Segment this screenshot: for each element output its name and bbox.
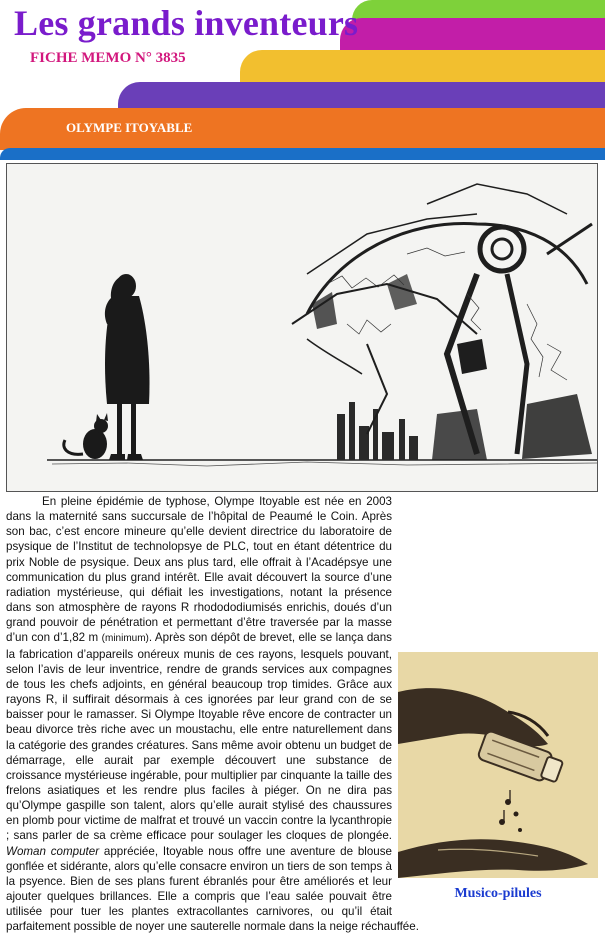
girl-cat-robot-illustration (7, 164, 597, 491)
article-text-italic: Woman computer (6, 844, 100, 858)
page-title: Les grands inventeurs (14, 3, 359, 43)
color-band-blue (0, 148, 605, 160)
musico-pills-illustration (398, 652, 598, 878)
article-text-part-3: appréciée, Itoyable nous offre une aventure de blouse gonflée et sidérante, alors qu’elle consacre environ un tiers de son temps à la psyence. Bien de ses plans furent ébranlés pour être améliorés et leur ajouter quelques brillances. Elle a compris que l’eau salée pouvait être utilisée pour tuer les plantes extracollantes carnivores, ou qu’il était parfaitement possible de noyer une sauterelle normale dans la neige réchauffée. (6, 844, 419, 934)
article-text-part-1: En pleine épidémie de typhose, Olympe Itoyable est née en 2003 dans la maternité sans succursale de l’hôpital de Peaumé le Coin. Après son bac, c’est encore mineure qu’elle devient directrice du laboratoire de psysique de l’Institut de technolopsye de PLC, tout en étant détentrice du prix Noble de psysique. Deux ans plus tard, elle offrait à l’Acadépsye une communication du plus grand intérêt. Elle avait découvert la source d’une radiation mystérieuse, qui défiait les investigations, notant la présence dans son atmosphère de rayons R rhodododiumisés enrichis, doués d’un grand pouvoir de pénétration et permettant d’être traversée par la masse d’un con d’1,82 m (6, 495, 392, 645)
inset-caption: Musico-pilules (454, 886, 542, 901)
inset-figure (398, 652, 598, 914)
article-text-small: (minimum) (101, 633, 149, 645)
header-banner (0, 0, 605, 160)
article-body (6, 494, 598, 934)
inventor-name: OLYMPE ITOYABLE (66, 120, 193, 135)
color-band-yellow (240, 50, 605, 86)
article-text-part-2: . Après son dépôt de brevet, elle se lança dans la fabrication d’appareils onéreux munis de ces rayons, lesquels pouvant, selon l’avis de leur inventrice, rendre de grands services aux compagnes de tous les chefs adjoints, en général beaucoup trop timides. Grâce aux rayons R, il suffirait désormais à ces ignorées par leur grand con de se baisser pour le ramasser. Si Olympe Itoyable rêve encore de contracter un beau divorce très riche avec un moustachu, elle entre naturellement dans la catégorie des grandes créatures. Sans même avoir obtenu un budget de démarrage, elle aurait par exemple découvert une substance de croissance mystérieuse ingérable, pour multiplier par cinquante la taille des frelons asiatiques et les rendre plus faciles à piéger. On ne dira pas qu’Olympe gaspille son talent, alors qu’elle aurait stylisé des chaussures en plomb pour victime de malfrat et trouvé un vaccin contre la lycanthropie ; sans parler de sa crème efficace pour soulager les cloques de plongée. (6, 631, 393, 843)
main-illustration (6, 163, 598, 492)
hands-pills-image (398, 652, 598, 878)
memo-number: FICHE MEMO N° 3835 (30, 50, 186, 66)
